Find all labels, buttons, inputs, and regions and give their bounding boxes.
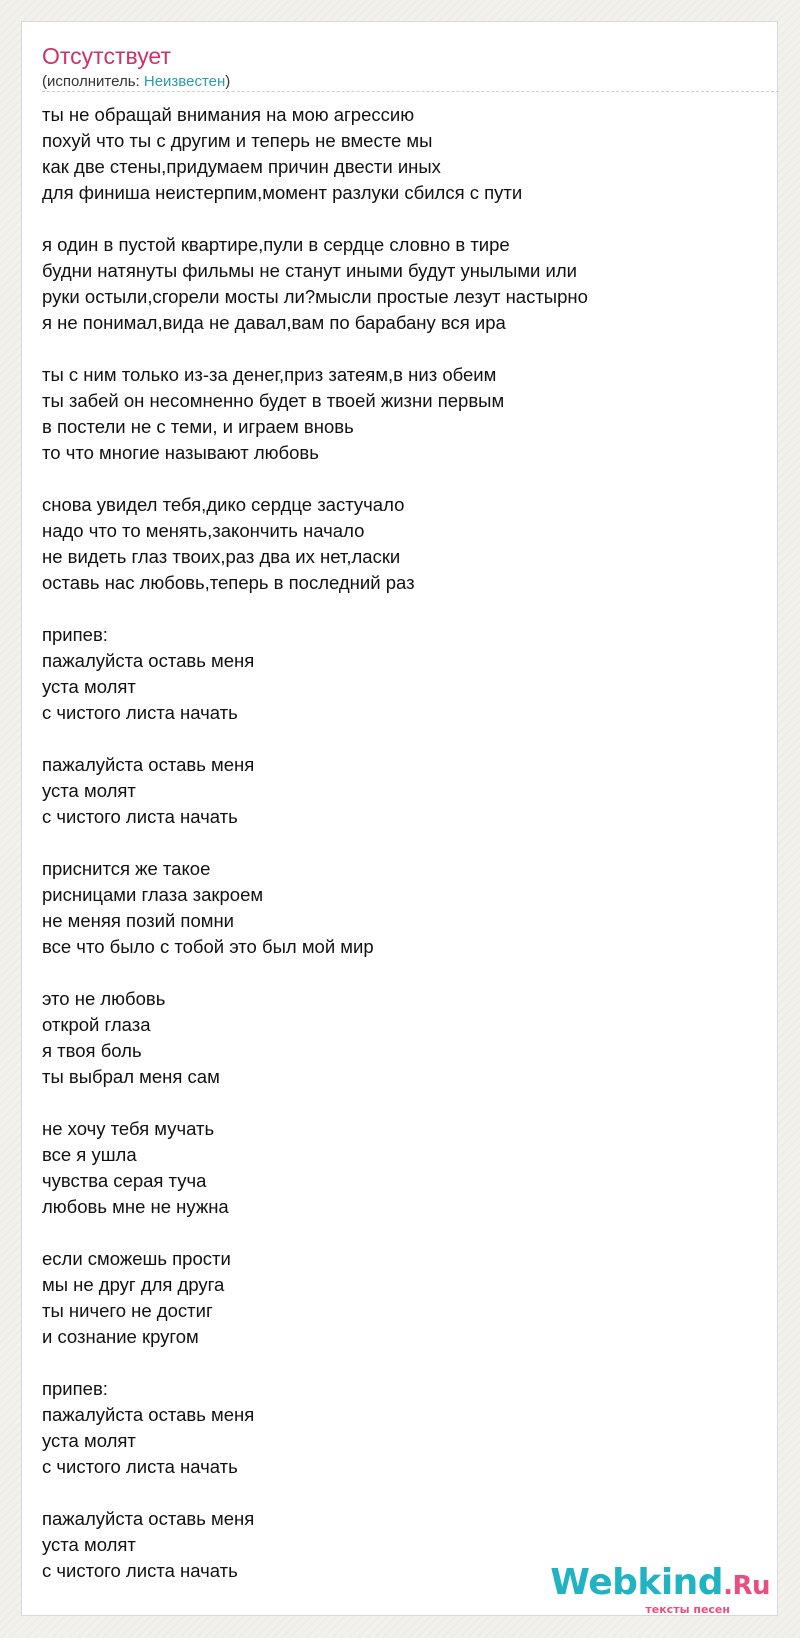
header-divider [42,91,779,92]
lyric-line: с чистого листа начать [42,1560,238,1581]
lyric-line: пажалуйста оставь меня [42,1404,255,1425]
lyric-line: и сознание кругом [42,1326,199,1347]
lyric-line: любовь мне не нужна [42,1196,229,1217]
lyric-line: я один в пустой квартире,пули в сердце словно в тире [42,234,510,255]
stanza-break [42,336,742,362]
artist-link[interactable]: Неизвестен [143,73,226,90]
lyric-line: открой глаза [42,1014,151,1035]
lyric-line: пажалуйста оставь меня [42,1508,255,1529]
lyric-line: припев: [42,1378,108,1399]
lyric-line: с чистого листа начать [42,702,238,723]
lyric-line: уста молят [42,676,136,697]
stanza-break [42,960,742,986]
lyric-line: руки остыли,сгорели мосты ли?мысли простые лезут настырно [42,286,588,307]
lyric-line: надо что то менять,закончить начало [42,520,365,541]
lyric-line: ты не обращай внимания на мою агрессию [42,104,415,125]
lyric-line: пажалуйста оставь меня [42,650,255,671]
lyric-line: уста молят [42,780,136,801]
stanza-break [42,1220,742,1246]
logo-main-text: Webkind [550,1562,724,1603]
lyric-line: уста молят [42,1534,136,1555]
stanza-break [42,596,742,622]
stanza-break [42,466,742,492]
logo-wordmark [550,1562,770,1604]
lyric-line: с чистого листа начать [42,806,238,827]
stanza-break [42,726,742,752]
lyric-line: не видеть глаз твоих,раз два их нет,ласки [42,546,401,567]
lyrics-card [21,21,778,1616]
song-title: Отсутствует [42,43,171,69]
lyric-line: припев: [42,624,108,645]
lyrics-body [42,102,742,1584]
lyric-line: уста молят [42,1430,136,1451]
stanza-break [42,830,742,856]
artist-line [42,73,230,91]
stanza-break [42,206,742,232]
artist-suffix: ) [225,73,231,90]
lyric-line: в постели не с теми, и играем вновь [42,416,354,437]
lyric-line: с чистого листа начать [42,1456,238,1477]
lyric-line: это не любовь [42,988,166,1009]
lyric-line: я не понимал,вида не давал,вам по барабану вся ира [42,312,506,333]
lyric-line: пажалуйста оставь меня [42,754,255,775]
lyric-line: если сможешь прости [42,1248,231,1269]
lyric-line: не хочу тебя мучать [42,1118,215,1139]
stanza-break [42,1090,742,1116]
lyric-line: все я ушла [42,1144,137,1165]
lyric-line: будни натянуты фильмы не станут иными будут унылыми или [42,260,577,281]
lyric-line: ты с ним только из-за денег,приз затеям,в низ обеим [42,364,497,385]
lyric-line: для финиша неистерпим,момент разлуки сбился с пути [42,182,523,203]
lyric-line: оставь нас любовь,теперь в последний раз [42,572,415,593]
stanza-break [42,1350,742,1376]
lyric-line: мы не друг для друга [42,1274,225,1295]
lyric-line: чувства серая туча [42,1170,207,1191]
lyric-line: ты ничего не достиг [42,1300,213,1321]
site-logo[interactable] [550,1562,770,1616]
lyric-line: снова увидел тебя,дико сердце застучало [42,494,405,515]
artist-prefix: (исполнитель: [42,73,144,90]
lyric-line: как две стены,придумаем причин двести иных [42,156,441,177]
stanza-break [42,1480,742,1506]
lyric-line: не меняя позий помни [42,910,235,931]
lyric-line: приснится же такое [42,858,211,879]
logo-subtitle: тексты песен [645,1603,730,1616]
lyric-line: похуй что ты с другим и теперь не вместе мы [42,130,433,151]
lyric-line: ты забей он несомненно будет в твоей жизни первым [42,390,505,411]
lyric-line: я твоя боль [42,1040,142,1061]
lyric-line: то что многие называют любовь [42,442,319,463]
lyric-line: ты выбрал меня сам [42,1066,220,1087]
logo-tld: .Ru [723,1571,770,1601]
lyric-line: все что было с тобой это был мой мир [42,936,374,957]
lyric-line: рисницами глаза закроем [42,884,264,905]
